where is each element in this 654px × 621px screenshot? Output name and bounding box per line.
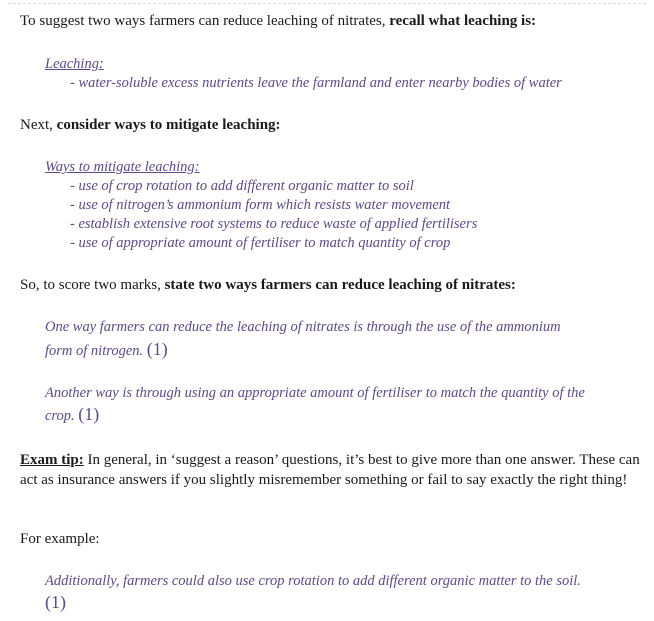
answer-1-line-2 <box>45 340 168 361</box>
exam-tip <box>20 450 642 490</box>
leaching-heading: Leaching: <box>45 56 104 72</box>
example-label: For example: <box>20 531 100 547</box>
intro-text: To suggest two ways farmers can reduce leaching of nitrates, <box>20 13 390 29</box>
intro-bold: recall what leaching is: <box>389 13 537 29</box>
state-sentence <box>20 276 516 295</box>
answer-2-line-1: Another way is through using an appropriate amount of fertiliser to match the quantity of the <box>45 385 585 401</box>
mitigate-bold: consider ways to mitigate leaching: <box>56 117 281 133</box>
answer-3-line-1: Additionally, farmers could also use crop rotation to add different organic matter to the soil. <box>45 573 581 589</box>
mitigate-heading: Ways to mitigate leaching: <box>45 159 200 175</box>
exam-tip-text: In general, in ‘suggest a reason’ questions, it’s best to give more than one answer. These can act as insurance answers if you slightly misremember something or fail to say exactly the right thing! <box>20 452 640 488</box>
mark-badge: (1) <box>45 592 66 612</box>
mitigate-text: Next, <box>20 117 57 133</box>
mitigate-sentence <box>20 116 281 135</box>
mark-badge: (1) <box>146 339 168 359</box>
state-text: So, to score two marks, <box>20 277 165 293</box>
answer-2-text: crop. <box>45 408 75 424</box>
exam-tip-label: Exam tip: <box>20 452 84 468</box>
top-divider <box>8 3 646 4</box>
mitigate-item: - establish extensive root systems to reduce waste of applied fertilisers <box>70 216 478 232</box>
mitigate-item: - use of nitrogen’s ammonium form which resists water movement <box>70 197 451 213</box>
answer-1-line-1: One way farmers can reduce the leaching of nitrates is through the use of the ammonium <box>45 319 561 335</box>
mitigate-item: - use of appropriate amount of fertiliser to match quantity of crop <box>70 235 451 251</box>
state-bold: state two ways farmers can reduce leaching of nitrates: <box>164 277 516 293</box>
answer-3-line-2 <box>45 593 66 614</box>
mitigate-item: - use of crop rotation to add different organic matter to soil <box>70 178 414 194</box>
answer-1-text: form of nitrogen. <box>45 343 144 359</box>
mark-badge: (1) <box>78 404 100 424</box>
leaching-definition: - water-soluble excess nutrients leave the farmland and enter nearby bodies of water <box>70 75 562 91</box>
answer-2-line-2 <box>45 405 99 426</box>
intro-sentence <box>20 12 536 31</box>
